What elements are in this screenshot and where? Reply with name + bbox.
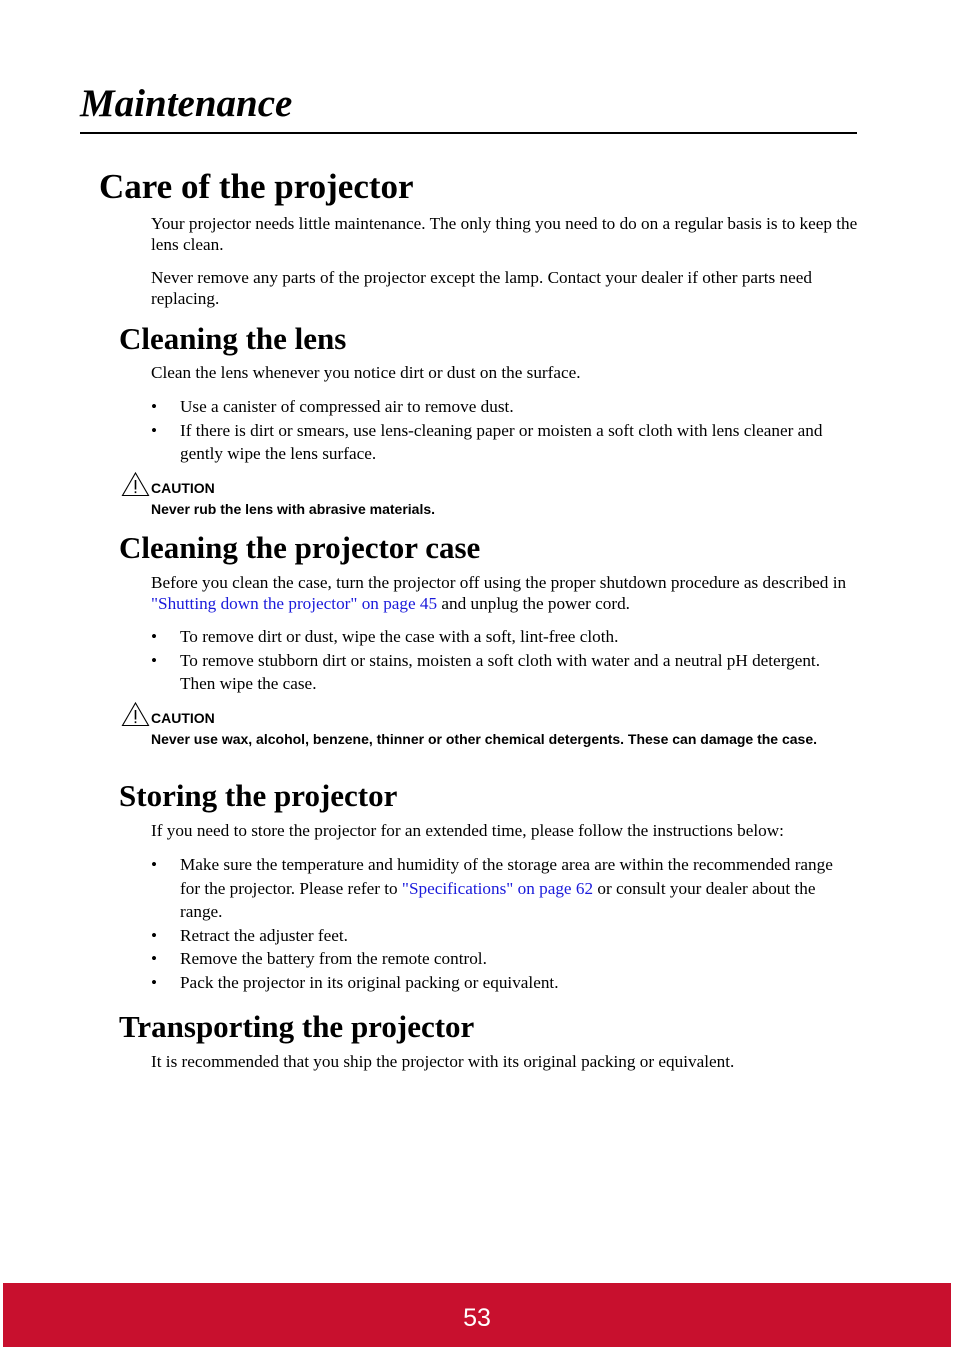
transporting-intro: It is recommended that you ship the projector with its original packing or equivalent. — [151, 1052, 735, 1071]
list-item — [151, 649, 841, 696]
list-item-text: To remove dirt or dust, wipe the case with a soft, lint-free cloth. — [180, 627, 619, 646]
list-item-text-end: or consult your dealer about the range. — [180, 878, 816, 921]
bullet-mark: • — [151, 972, 158, 992]
chapter-title: Maintenance — [80, 82, 293, 125]
list-item-text: Retract the adjuster feet. — [180, 925, 348, 945]
section-heading-cleaning-case: Cleaning the projector case — [119, 530, 481, 565]
list-item — [151, 625, 841, 649]
shutting-down-link[interactable]: "Shutting down the projector" on page 45 — [151, 593, 438, 613]
care-paragraph-1: Your projector needs little maintenance. The only thing you need to do on a regular basis is to keep the lens clean. — [151, 214, 858, 254]
list-item-text: Use a canister of compressed air to remove dust. — [180, 397, 514, 416]
care-paragraph-2: Never remove any parts of the projector except the lamp. Contact your dealer if other parts need replacing. — [151, 268, 812, 308]
list-item — [151, 947, 841, 971]
section-heading-cleaning-lens: Cleaning the lens — [119, 321, 347, 356]
section-heading-care: Care of the projector — [99, 167, 414, 206]
bullet-mark: • — [151, 420, 158, 440]
page-number: 53 — [463, 1304, 491, 1332]
intro-text: Before you clean the case, turn the projector off using the proper shutdown procedure as described in — [151, 573, 847, 592]
caution-text: Never rub the lens with abrasive materials. — [151, 501, 436, 517]
list-item-text: Make sure the temperature and humidity of the storage area are within the recommended range for the projector. Please refer to — [180, 855, 833, 898]
section-heading-transporting: Transporting the projector — [119, 1009, 475, 1044]
list-item-text: Pack the projector in its original packing or equivalent. — [180, 972, 559, 992]
list-item — [151, 924, 841, 948]
cleaning-lens-intro: Clean the lens whenever you notice dirt or dust on the surface. — [151, 363, 581, 382]
specifications-link[interactable]: "Specifications" on page 62 — [401, 878, 594, 898]
bullet-mark: • — [151, 855, 158, 874]
list-item — [151, 853, 841, 924]
caution-label: CAUTION — [151, 710, 215, 726]
caution-label: CAUTION — [151, 480, 215, 496]
cleaning-lens-list — [151, 395, 841, 466]
chapter-divider — [80, 132, 857, 134]
cleaning-case-intro — [151, 573, 861, 614]
section-heading-storing: Storing the projector — [119, 778, 398, 813]
bullet-mark: • — [151, 925, 158, 945]
list-item — [151, 971, 841, 995]
bullet-mark: • — [151, 397, 158, 416]
list-item — [151, 419, 841, 466]
bullet-mark: • — [151, 949, 158, 968]
warning-triangle-icon — [121, 471, 150, 497]
bullet-mark: • — [151, 627, 158, 646]
caution-text: Never use wax, alcohol, benzene, thinner or other chemical detergents. These can damage the case. — [151, 731, 818, 747]
intro-text-end: and unplug the power cord. — [437, 593, 630, 613]
storing-list — [151, 853, 841, 994]
footer-bar — [3, 1283, 951, 1347]
warning-triangle-icon — [121, 701, 150, 727]
caution-heading — [121, 471, 215, 497]
list-item-text: To remove stubborn dirt or stains, moisten a soft cloth with water and a neutral pH detergent. Then wipe the case. — [180, 650, 820, 693]
bullet-mark: • — [151, 650, 158, 670]
list-item-text: If there is dirt or smears, use lens-cleaning paper or moisten a soft cloth with lens cleaner and gently wipe the lens surface. — [180, 420, 823, 463]
list-item-text: Remove the battery from the remote control. — [180, 949, 487, 968]
list-item — [151, 395, 841, 419]
storing-intro: If you need to store the projector for an extended time, please follow the instructions below: — [151, 821, 784, 840]
caution-heading — [121, 701, 215, 727]
cleaning-case-list — [151, 625, 841, 696]
